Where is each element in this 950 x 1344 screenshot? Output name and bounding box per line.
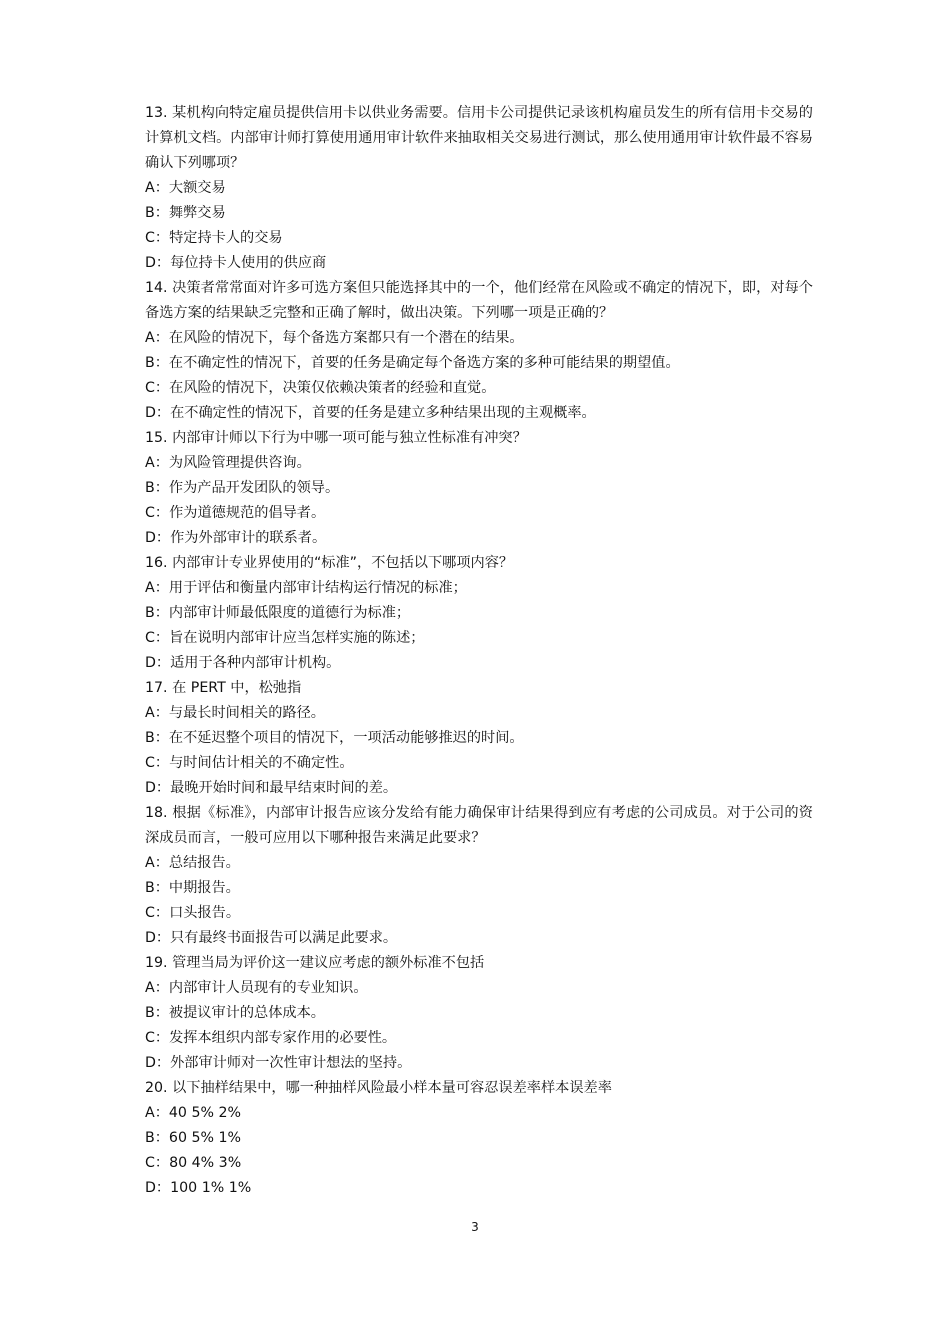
option-b: B：中期报告。	[145, 880, 240, 896]
option-d: D：作为外部审计的联系者。	[145, 530, 327, 546]
option-list	[145, 451, 813, 551]
question-stem: 18. 根据《标准》，内部审计报告应该分发给有能力确保审计结果得到应有考虑的公司成员。对于公司的资深成员而言，一般可应用以下哪种报告来满足此要求？	[145, 805, 813, 846]
option-b: B：在不确定性的情况下，首要的任务是确定每个备选方案的多种可能结果的期望值。	[145, 355, 680, 371]
option-list	[145, 851, 813, 951]
option-b: B：舞弊交易	[145, 205, 226, 221]
option-b: B：作为产品开发团队的领导。	[145, 480, 340, 496]
question-13	[145, 101, 813, 276]
option-c: C：口头报告。	[145, 905, 241, 921]
question-15	[145, 426, 813, 551]
option-a: A：大额交易	[145, 180, 226, 196]
question-stem: 16. 内部审计专业界使用的“标准”，不包括以下哪项内容？	[145, 555, 514, 571]
option-list	[145, 976, 813, 1076]
option-b: B：在不延迟整个项目的情况下，一项活动能够推迟的时间。	[145, 730, 524, 746]
option-list	[145, 326, 813, 426]
question-stem: 17. 在 PERT 中，松弛指	[145, 680, 302, 696]
option-a: A：用于评估和衡量内部审计结构运行情况的标准；	[145, 580, 467, 596]
option-c: C：与时间估计相关的不确定性。	[145, 755, 354, 771]
page-number: 3	[471, 1220, 479, 1234]
option-d: D：外部审计师对一次性审计想法的坚持。	[145, 1055, 412, 1071]
option-list	[145, 1101, 813, 1201]
option-b: B：内部审计师最低限度的道德行为标准；	[145, 605, 411, 621]
option-c: C：旨在说明内部审计应当怎样实施的陈述；	[145, 630, 425, 646]
option-list	[145, 701, 813, 801]
option-a: A：为风险管理提供咨询。	[145, 455, 311, 471]
option-d: D：只有最终书面报告可以满足此要求。	[145, 930, 398, 946]
option-c: C：作为道德规范的倡导者。	[145, 505, 326, 521]
option-d: D：在不确定性的情况下，首要的任务是建立多种结果出现的主观概率。	[145, 405, 596, 421]
question-16	[145, 551, 813, 676]
option-c: C：80 4% 3%	[145, 1155, 242, 1171]
option-c: C：特定持卡人的交易	[145, 230, 283, 246]
question-14	[145, 276, 813, 426]
question-stem: 19. 管理当局为评价这一建议应考虑的额外标准不包括	[145, 955, 485, 971]
option-d: D：最晚开始时间和最早结束时间的差。	[145, 780, 398, 796]
question-stem: 14. 决策者常常面对许多可选方案但只能选择其中的一个，他们经常在风险或不确定的情况下，即，对每个备选方案的结果缺乏完整和正确了解时，做出决策。下列哪一项是正确的？	[145, 280, 813, 321]
question-stem: 13. 某机构向特定雇员提供信用卡以供业务需要。信用卡公司提供记录该机构雇员发生的所有信用卡交易的计算机文档。内部审计师打算使用通用审计软件来抽取相关交易进行测试，那么使用通用审计软件最不容易确认下列哪项？	[145, 105, 813, 171]
option-c: C：发挥本组织内部专家作用的必要性。	[145, 1030, 397, 1046]
option-d: D：每位持卡人使用的供应商	[145, 255, 327, 271]
option-b: B：被提议审计的总体成本。	[145, 1005, 325, 1021]
option-list	[145, 176, 813, 276]
option-a: A：总结报告。	[145, 855, 240, 871]
option-a: A：与最长时间相关的路径。	[145, 705, 325, 721]
option-a: A：内部审计人员现有的专业知识。	[145, 980, 368, 996]
option-d: D：100 1% 1%	[145, 1180, 252, 1196]
option-a: A：40 5% 2%	[145, 1105, 241, 1121]
question-list	[145, 101, 813, 1201]
option-c: C：在风险的情况下，决策仅依赖决策者的经验和直觉。	[145, 380, 496, 396]
question-20	[145, 1076, 813, 1201]
question-17	[145, 676, 813, 801]
question-19	[145, 951, 813, 1076]
option-list	[145, 576, 813, 676]
question-18	[145, 801, 813, 951]
option-b: B：60 5% 1%	[145, 1130, 242, 1146]
option-a: A：在风险的情况下，每个备选方案都只有一个潜在的结果。	[145, 330, 524, 346]
question-stem: 20. 以下抽样结果中，哪一种抽样风险最小样本量可容忍误差率样本误差率	[145, 1080, 612, 1096]
question-stem: 15. 内部审计师以下行为中哪一项可能与独立性标准有冲突？	[145, 430, 527, 446]
option-d: D：适用于各种内部审计机构。	[145, 655, 341, 671]
